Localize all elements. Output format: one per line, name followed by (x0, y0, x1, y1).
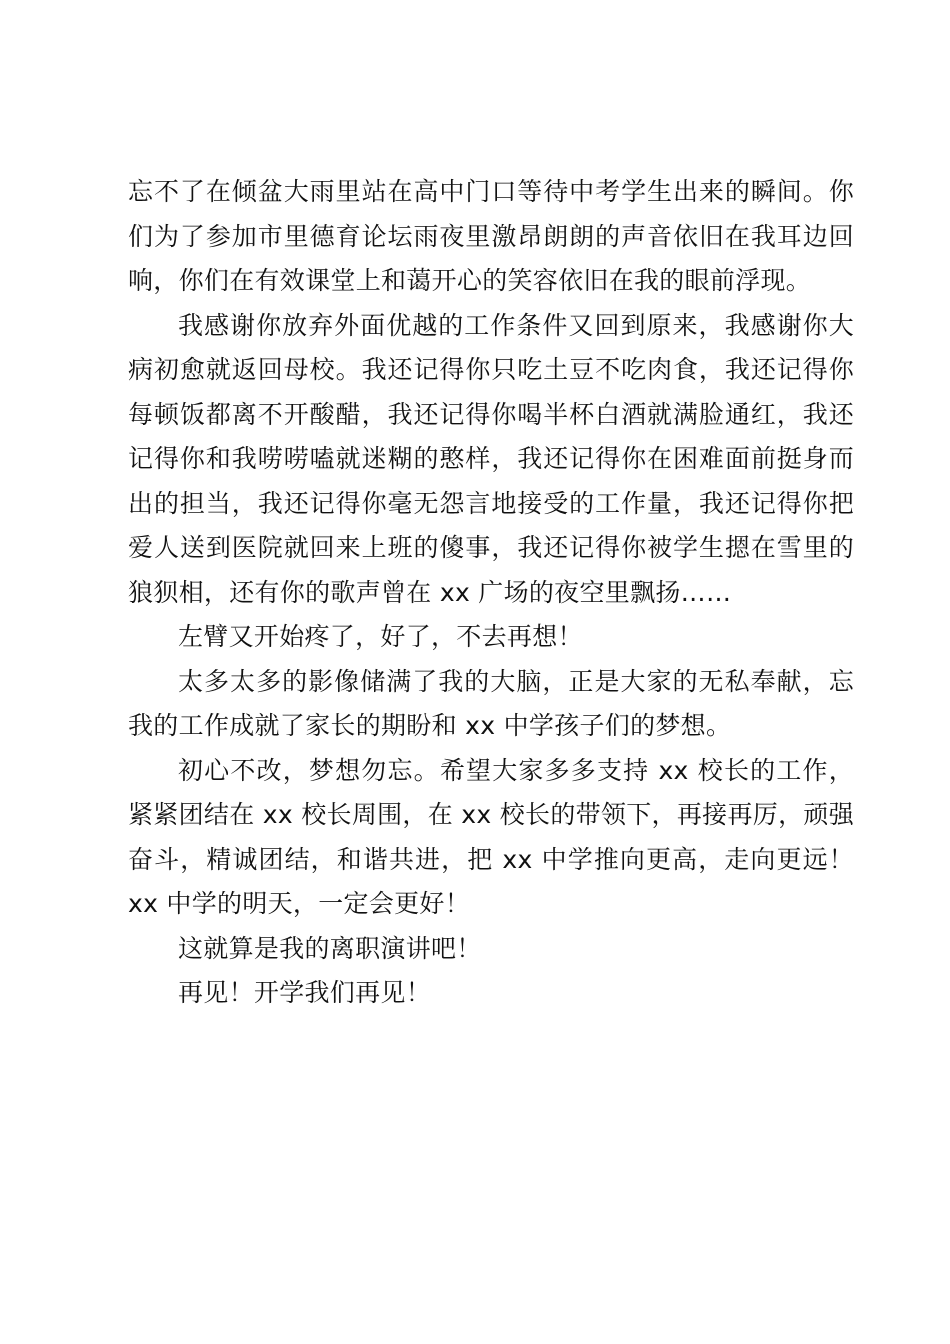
paragraph-memories: 忘不了在倾盆大雨里站在高中门口等待中考学生出来的瞬间。你们为了参加市里德育论坛雨夜里激昂朗朗的声音依旧在我耳边回响，你们在有效课堂上和蔼开心的笑容依旧在我的眼前浮现。 (128, 177, 854, 295)
paragraph-images: 太多太多的影像储满了我的大脑，正是大家的无私奉献，忘我的工作成就了家长的期盼和 xx 中学孩子们的梦想。 (128, 666, 854, 740)
document-body (128, 170, 854, 1016)
paragraph-goodbye: 再见！开学我们再见！ (178, 978, 432, 1007)
paragraph-farewell-speech: 这就算是我的离职演讲吧！ (178, 933, 482, 963)
paragraph-gratitude: 我感谢你放弃外面优越的工作条件又回到原来，我感谢你大病初愈就返回母校。我还记得你只吃土豆不吃肉食，我还记得你每顿饭都离不开酸醋，我还记得你喝半杯白酒就满脸通红，我还记得你和我唠唠嗑就迷糊的憨样，我还记得你在困难面前挺身而出的担当，我还记得你毫无怨言地接受的工作量，我还记得你把爱人送到医院就回来上班的傻事，我还记得你被学生摁在雪里的狼狈相，还有你的歌声曾在 xx 广场的夜空里飘扬…… (128, 310, 854, 607)
paragraph-left-arm: 左臂又开始疼了，好了，不去再想！ (178, 622, 583, 651)
paragraph-hopes: 初心不改，梦想勿忘。希望大家多多支持 xx 校长的工作，紧紧团结在 xx 校长周围，在 xx 校长的带领下，再接再厉，顽强奋斗，精诚团结，和谐共进，把 xx 中学推向更高，走向更远！xx 中学的明天，一定会更好！ (128, 755, 854, 918)
